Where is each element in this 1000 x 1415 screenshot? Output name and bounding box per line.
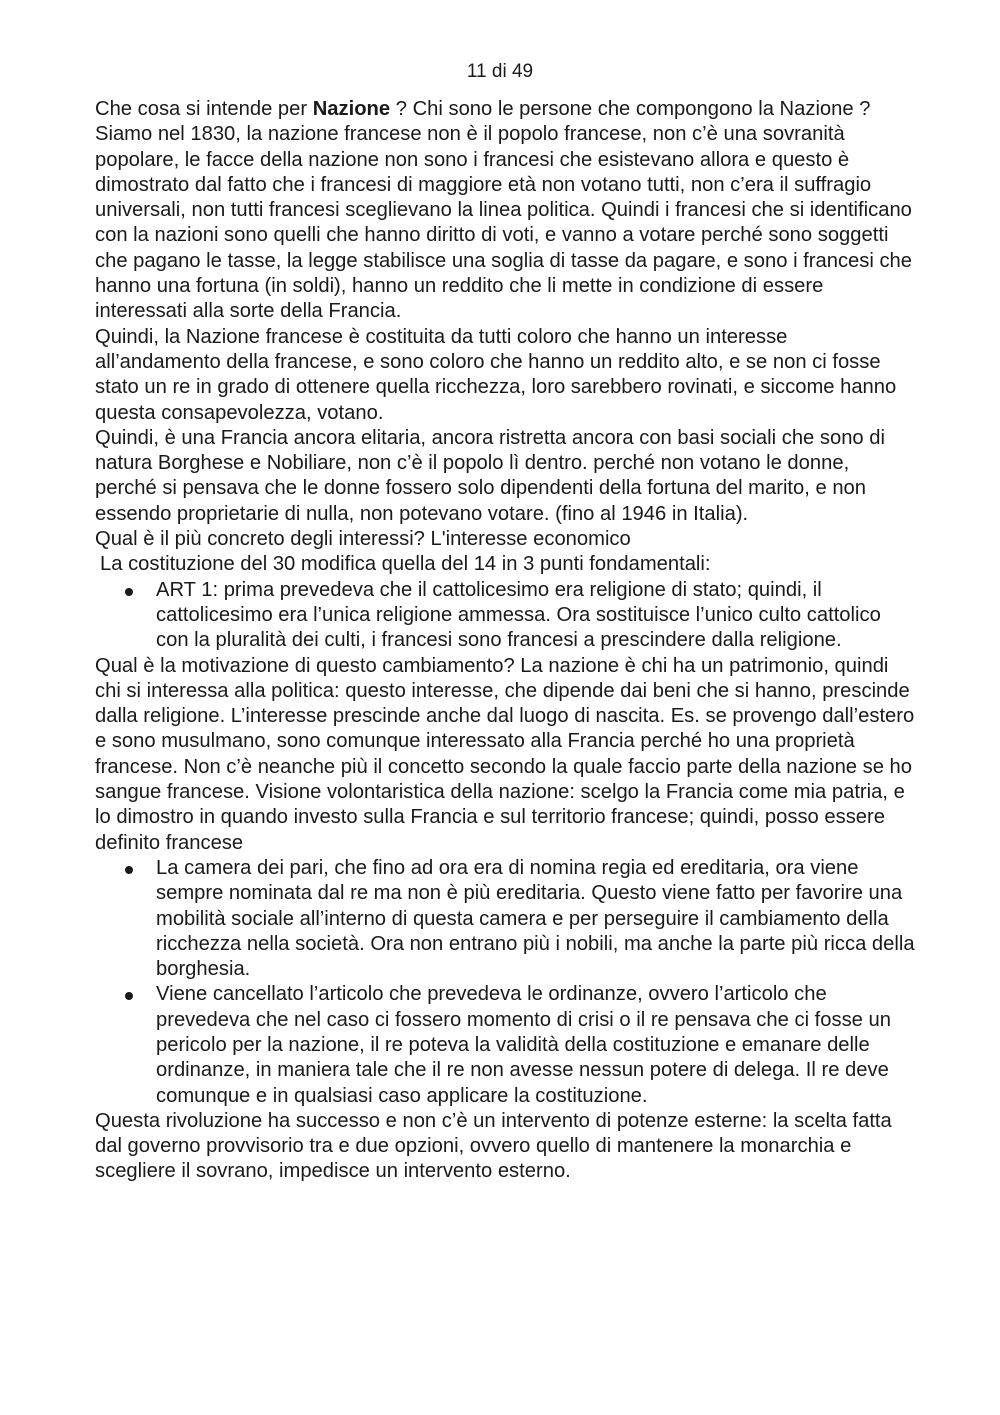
bullet-icon	[125, 588, 133, 596]
question-interessi: Qual è il più concreto degli interessi? L'interesse economico	[95, 528, 631, 551]
bullet-icon	[125, 992, 133, 1000]
paragraph-francia-elitaria: Quindi, è una Francia ancora elitaria, ancora ristretta ancora con basi sociali che sono di natura Borghese e Nobiliare, non c’è il popolo lì dentro. perché non votano le donne, perché si pensava che le donne fossero solo dipendenti della fortuna del marito, e non essendo proprietarie di nulla, non potevano votare. (fino al 1946 in Italia).	[95, 426, 885, 525]
list-changes	[95, 856, 915, 1109]
document-body	[95, 97, 915, 1185]
paragraph-1830: Siamo nel 1830, la nazione francese non è il popolo francese, non c’è una sovranità popolare, le facce della nazione non sono i francesi che esistevano allora e questo è dimostrato dal fatto che i francesi di maggiore età non votano tutti, non c’era il suffragio universali, non tutti francesi sceglievano la linea politica. Quindi i francesi che si identificano con la nazioni sono quelli che hanno diritto di voti, e vanno a votare perché sono soggetti che pagano le tasse, la legge stabilisce una soglia di tasse da pagare, e sono i francesi che hanno una fortuna (in soldi), hanno un reddito che li mette in condizione di essere interessati alla sorte della Francia.	[95, 123, 913, 323]
paragraph-motivazione: Qual è la motivazione di questo cambiamento? La nazione è chi ha un patrimonio, quindi chi si interessa alla politica: questo interesse, che dipende dai beni che si hanno, prescinde dalla religione. L’interesse prescinde anche dal luogo di nascita. Es. se provengo dall’estero e sono musulmano, sono comunque interessato alla Francia perché ho una proprietà francese. Non c’è neanche più il concetto secondo la quale faccio parte della nazione se ho sangue francese. Visione volontaristica della nazione: scelgo la Francia come mia patria, e lo dimostro in quando investo sulla Francia e sul territorio francese; quindi, posso essere definito francese	[95, 654, 915, 854]
bullet-icon	[125, 866, 133, 874]
list-item-text: La camera dei pari, che fino ad ora era di nomina regia ed ereditaria, ora viene sempre nominata dal re ma non è più ereditaria. Questo viene fatto per favorire una mobilità sociale all’interno di questa camera e per perseguire il cambiamento della ricchezza nella società. Ora non entrano più i nobili, ma anche la parte più ricca della borghesia.	[156, 856, 915, 981]
list-art-1	[95, 578, 915, 654]
question-before: Che cosa si intende per	[95, 98, 313, 120]
question-after: ? Chi sono le persone che compongono la Nazione ?	[390, 98, 871, 120]
list-item-text: Viene cancellato l’articolo che prevedeva le ordinanze, ovvero l’articolo che prevedeva che nel caso ci fossero momento di crisi o il re pensava che ci fosse un pericolo per la nazione, il re poteva la validità della costituzione e emanare delle ordinanze, in maniera tale che il re non avesse nessun potere di delega. Il re deve comunque e in qualsiasi caso applicare la costituzione.	[156, 983, 891, 1107]
paragraph-rivoluzione: Questa rivoluzione ha successo e non c’è un intervento di potenze esterne: la scelta fatta dal governo provvisorio tra e due opzioni, ovvero quello di mantenere la monarchia e scegliere il sovrano, impedisce un intervento esterno.	[95, 1109, 892, 1183]
page-number: 11 di 49	[466, 61, 534, 82]
list-item	[156, 856, 915, 982]
list-item	[156, 578, 915, 654]
list-item	[156, 982, 915, 1108]
intro-costituzione: La costituzione del 30 modifica quella del 14 in 3 punti fondamentali:	[100, 553, 711, 576]
question-nazione	[95, 97, 915, 122]
term-nazione: Nazione	[312, 98, 391, 120]
list-item-text: ART 1: prima prevedeva che il cattolicesimo era religione di stato; quindi, il cattolicesimo era l’unica religione ammessa. Ora sostituisce l’unico culto cattolico con la pluralità dei culti, i francesi sono francesi a prescindere dalla religione.	[156, 578, 881, 652]
paragraph-nazione-francese: Quindi, la Nazione francese è costituita da tutti coloro che hanno un interesse all’andamento della francese, e sono coloro che hanno un reddito alto, e se non ci fosse stato un re in grado di ottenere quella ricchezza, loro sarebbero rovinati, e siccome hanno questa consapevolezza, votano.	[95, 325, 897, 424]
